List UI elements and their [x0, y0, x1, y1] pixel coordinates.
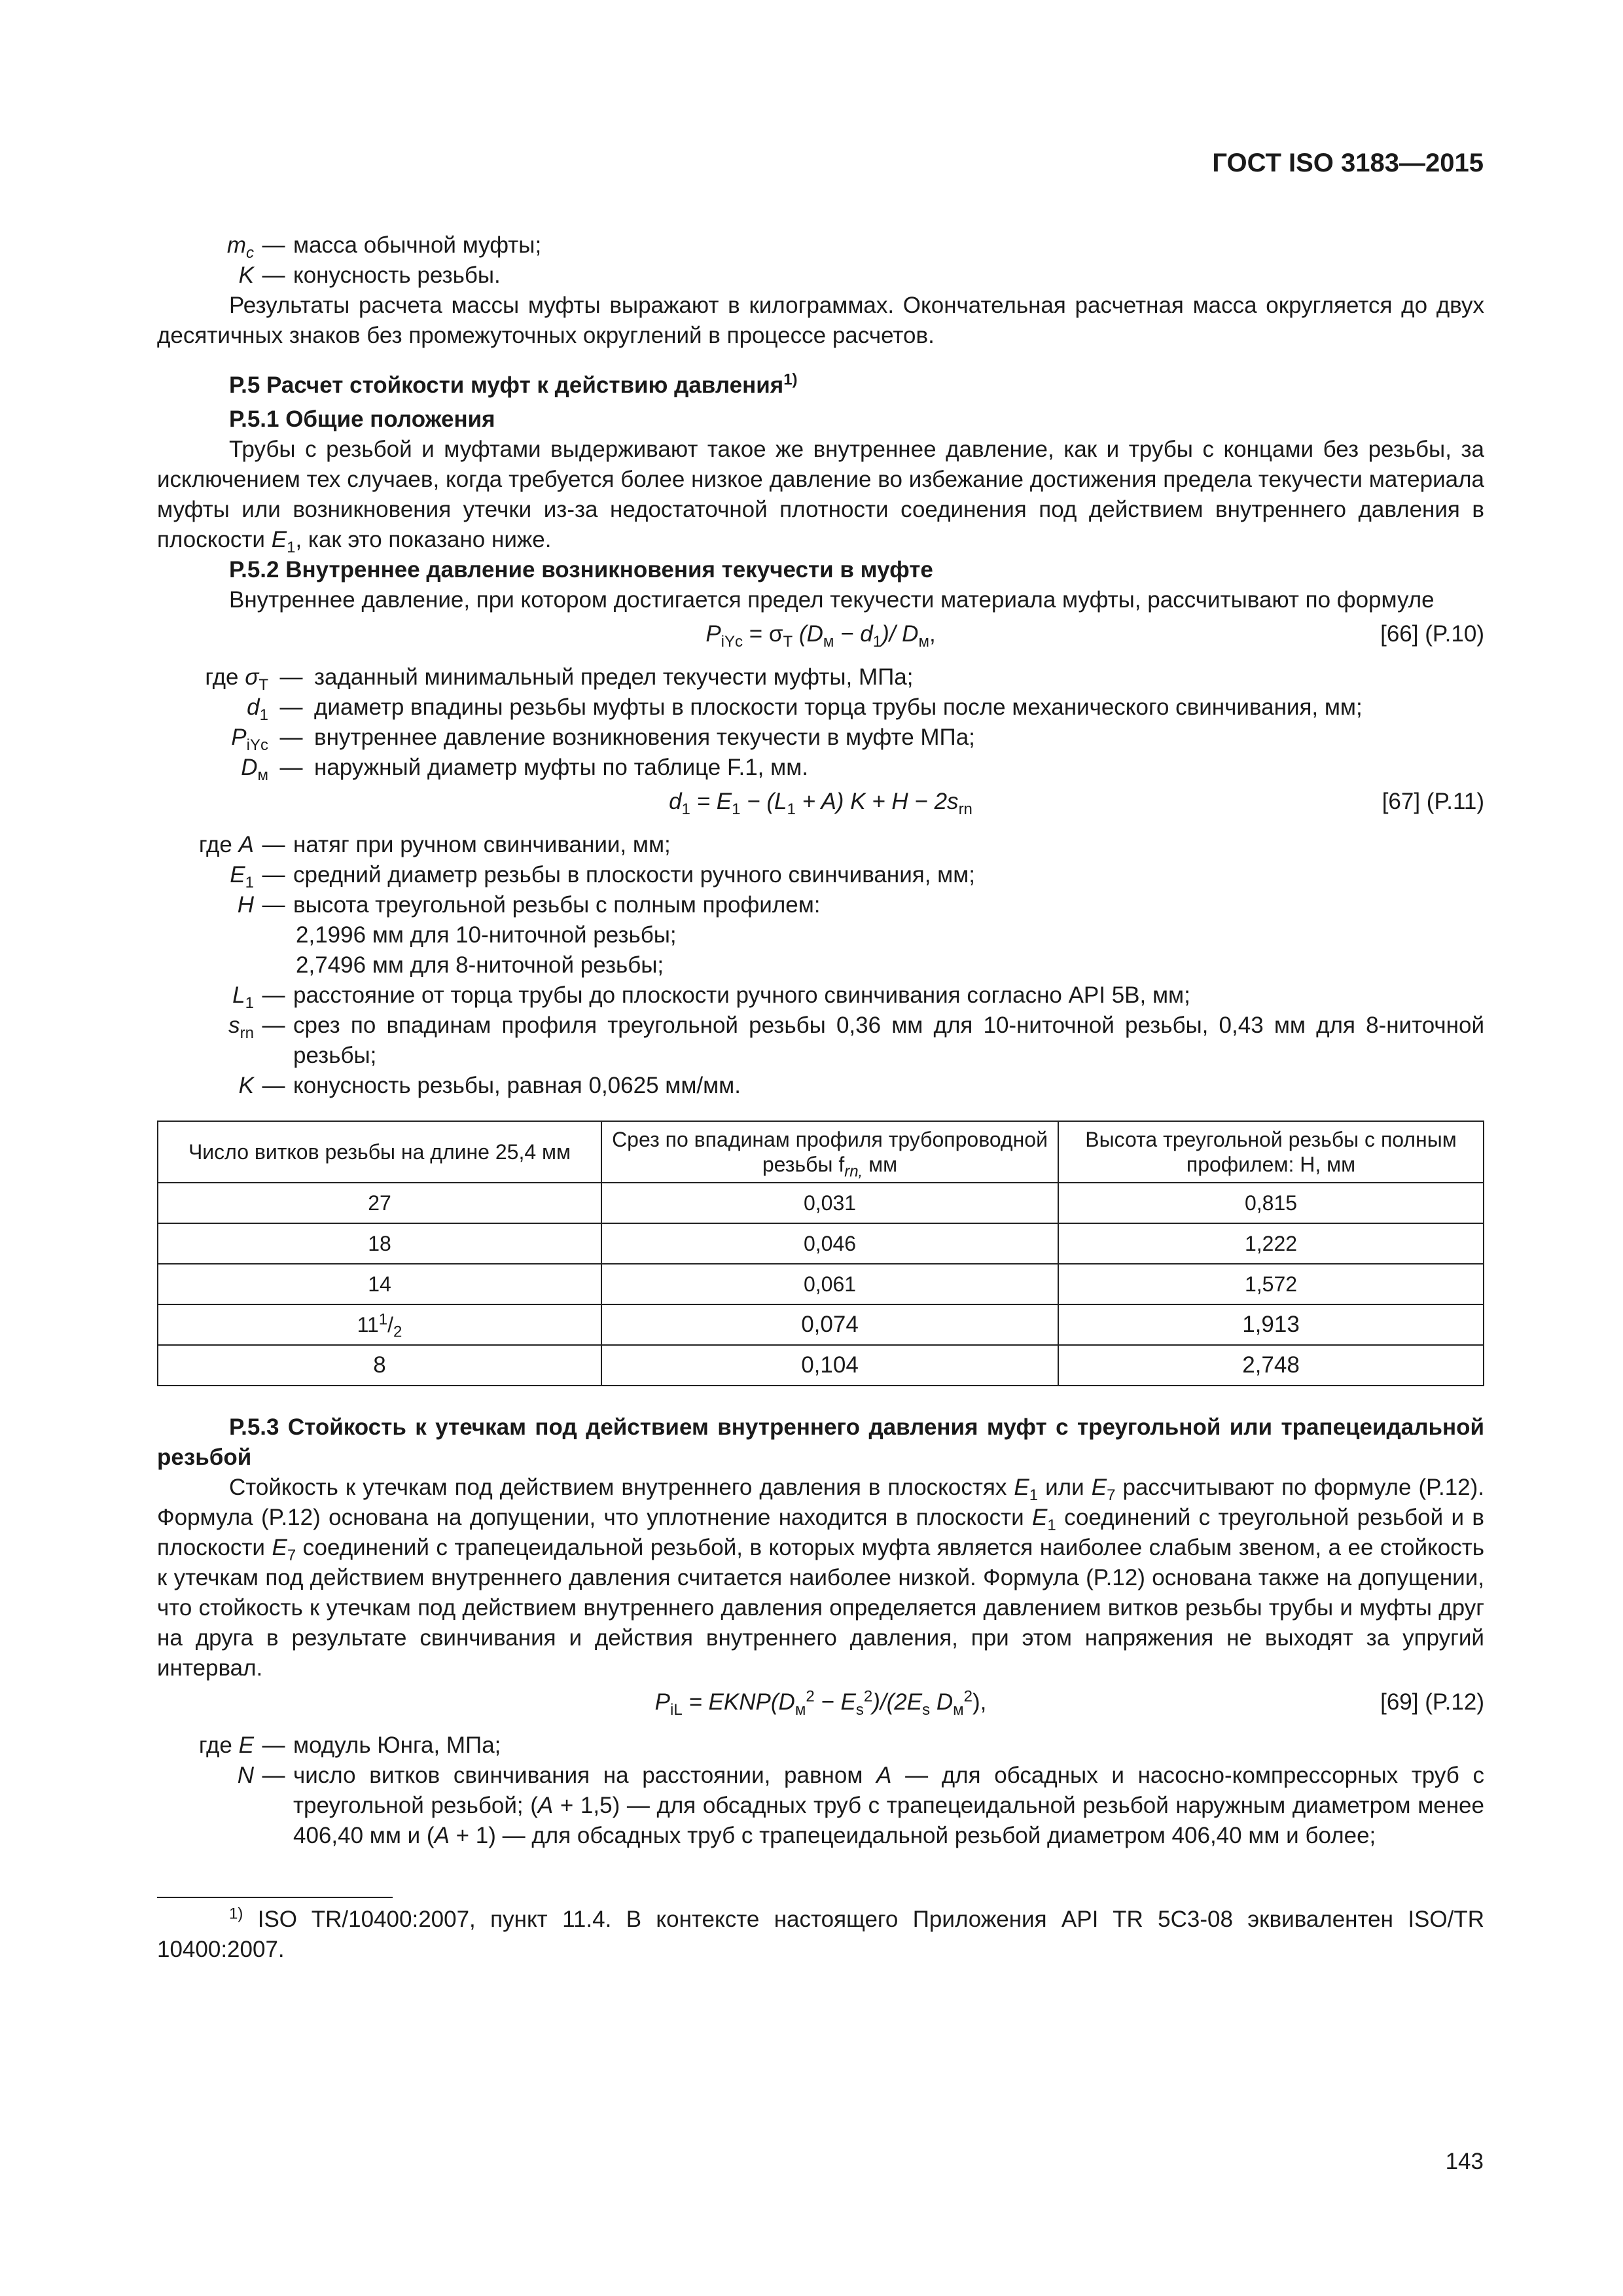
- paragraph-p52: Внутреннее давление, при котором достигается предел текучести материала муфты, рассчитывают по формуле: [229, 587, 1435, 613]
- section-heading-p5: Р.5 Расчет стойкости муфт к действию давления$^{1)}$: [229, 370, 798, 398]
- formula-p11: $d_1 = E_1 - (L_1 + A) K + H - 2s_{rn}$ [67] (P.11): [157, 787, 1484, 826]
- page-content: [157, 230, 1484, 1965]
- table-row: 14 0,061 1,572: [158, 1264, 1484, 1304]
- footnote: $^{1)}$ ISO TR/10400:2007, пункт 11.4. В контексте настоящего Приложения API TR 5C3-08 эквивалентен ISO/TR 10400:2007.: [157, 1905, 1484, 1962]
- dash: —: [262, 262, 285, 288]
- table-row: 8 0,104 2,748: [158, 1345, 1484, 1386]
- thread-table: [157, 1121, 1484, 1386]
- where-label: где: [205, 664, 239, 690]
- definition-row: $d_1$ — диаметр впадины резьбы муфты в плоскости торца трубы после механического свинчивания, мм;: [247, 694, 1363, 724]
- paragraph-p51: Трубы с резьбой и муфтами выдерживают такое же внутреннее давление, как и трубы с концами без резьбы, за исключением тех случаев, когда требуется более низкое давление во избежание достижения предела текучести материала муфты или возникновения утечки из-за недостаточной плотности соединения под действием внутреннего давления в плоскости $E_1$, как это показано ниже.: [157, 437, 1484, 556]
- section-heading-p51: Р.5.1 Общие положения: [229, 406, 495, 432]
- footnote-separator: [157, 1897, 393, 1898]
- definition-row: $E_1$ — средний диаметр резьбы в плоскости ручного свинчивания, мм;: [230, 862, 976, 891]
- table-header-cell: Срез по впадинам профиля трубопроводной резьбы $f_{rn,}$ мм: [601, 1121, 1058, 1183]
- definition-row: [157, 260, 1484, 291]
- paragraph-p53: Стойкость к утечкам под действием внутреннего давления в плоскостях $E_1$ или $E_7$ рассчитывают по формуле (P.12). Формула (P.12) основана на допущении, что уплотнение находится в плоскости $E_1$ соединений с треугольной резьбой и в плоскости $E_7$ соединений с трапецеидальной резьбой, в которых муфта является наиболее слабым звеном, а ее стойкость к утечкам под действием внутреннего давления считается наиболее низкой. Формула (P.12) основана также на допущении, что стойкость к утечкам под действием внутреннего давления определяется давлением витков резьбы трубы и муфты друг на друга в результате свинчивания и действия внутреннего давления, при этом напряжения не выходят за упругий интервал.: [157, 1475, 1485, 1681]
- definition-row: $D_м$ — наружный диаметр муфты по таблице F.1, мм.: [241, 755, 808, 784]
- symbol: K: [238, 262, 254, 288]
- page-number: 143: [1445, 2149, 1484, 2174]
- definition-row: K — конусность резьбы, равная 0,0625 мм/мм.: [238, 1073, 741, 1098]
- definition-text: масса обычной муфты;: [293, 232, 542, 258]
- definition-text: конусность резьбы.: [293, 262, 501, 288]
- table-header-cell: Высота треугольной резьбы с полным профилем: H, мм: [1058, 1121, 1484, 1183]
- document-header: ГОСТ ISO 3183—2015: [1212, 149, 1484, 177]
- definition-row: $s_{rn}$ — срез по впадинам профиля треугольной резьбы 0,36 мм для 10-ниточной резьбы, 0,43 мм для 8-ниточной резьбы;: [228, 1013, 1484, 1068]
- symbol: m: [226, 232, 246, 258]
- definition-row: где $\sigma_T$ — заданный минимальный предел текучести муфты, МПа;: [205, 664, 914, 694]
- formula-number: [67] (P.11): [1382, 789, 1484, 814]
- section-heading-p52: Р.5.2 Внутреннее давление возникновения текучести в муфте: [229, 557, 933, 583]
- definition-row: где E — модуль Юнга, МПа;: [198, 1732, 501, 1758]
- table-row: 18 0,046 1,222: [158, 1223, 1484, 1264]
- definition-row: $P_{iYc}$ — внутреннее давление возникновения текучести в муфте МПа;: [231, 725, 975, 754]
- footnote-ref: 1): [783, 370, 798, 389]
- table-header-row: [158, 1121, 1484, 1183]
- definition-row: где A — натяг при ручном свинчивании, мм;: [198, 832, 671, 857]
- formula-number: [66] (P.10): [1380, 621, 1484, 647]
- definition-row: [157, 230, 1484, 260]
- dash: —: [262, 232, 285, 258]
- definition-row: H — высота треугольной резьбы с полным профилем:: [237, 892, 821, 918]
- table-header-cell: Число витков резьбы на длине 25,4 мм: [158, 1121, 601, 1183]
- section-heading-p53: Р.5.3 Стойкость к утечкам под действием внутреннего давления муфт с треугольной или трапецеидальной резьбой: [157, 1414, 1484, 1470]
- definition-row: N — число витков свинчивания на расстоянии, равном A — для обсадных и насосно-компрессорных труб с треугольной резьбой; (A + 1,5) — для обсадных труб с трапецеидальной резьбой наружным диаметром менее 406,40 мм и (A + 1) — для обсадных труб с трапецеидальной резьбой диаметром 406,40 мм и более;: [237, 1763, 1484, 1848]
- formula-number: [69] (P.12): [1380, 1689, 1484, 1715]
- definition-row: $L_1$ — расстояние от торца трубы до плоскости ручного свинчивания согласно API 5B, мм;: [232, 982, 1190, 1012]
- definition-row-continuation: 2,1996 мм для 10-ниточной резьбы;: [296, 922, 677, 948]
- formula-p12: $P_{iL}$ = $EKNP(D_м^2 - E_s^2)/(2E_s$ $D_м^2$), [69] (P.12): [654, 1687, 1484, 1719]
- symbol-subscript: c: [246, 244, 254, 262]
- table-row: 27 0,031 0,815: [158, 1183, 1484, 1223]
- formula-p10: $P_{iYc} = \sigma_T$ $(D_м - d_1)/$ $D_м$, [66] (P.10): [157, 619, 1484, 658]
- paragraph-result: Результаты расчета массы муфты выражают в килограммах. Окончательная расчетная масса округляется до двух десятичных знаков без промежуточных округлений в процессе расчетов.: [157, 293, 1484, 348]
- table-row: $11^1/_2$ 0,074 1,913: [158, 1304, 1484, 1345]
- definition-row-continuation: 2,7496 мм для 8-ниточной резьбы;: [296, 952, 664, 978]
